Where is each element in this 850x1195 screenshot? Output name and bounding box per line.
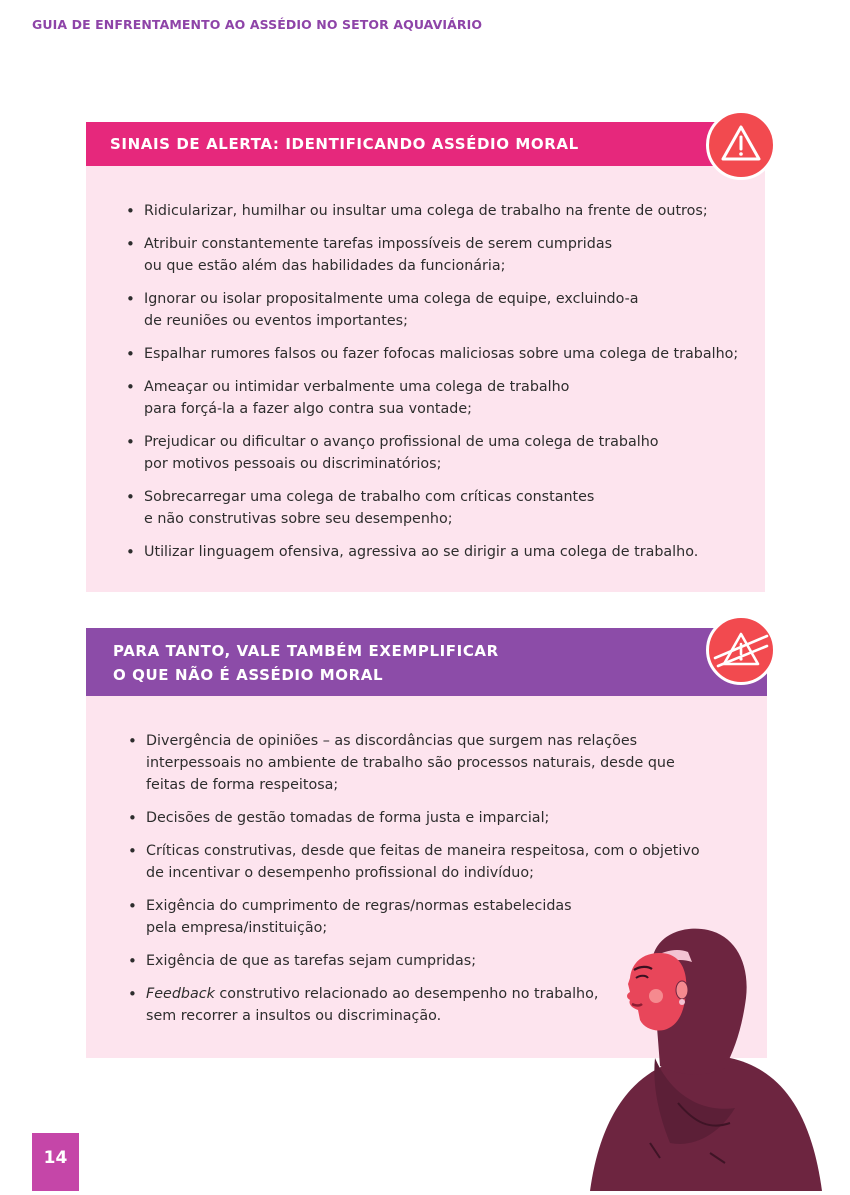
list-item	[126, 486, 756, 530]
list-item-line: • Atribuir constantemente tarefas impossíveis de serem cumpridas	[144, 236, 613, 252]
list-item-line: • Decisões de gestão tomadas de forma justa e imparcial;	[146, 810, 550, 826]
page-number: 14	[32, 1133, 79, 1191]
list-item	[126, 376, 756, 420]
warning-triangle-icon	[706, 110, 776, 180]
list-item-line: para forçá-la a fazer algo contra sua vontade;	[144, 401, 472, 417]
list-item-line: • Exigência do cumprimento de regras/normas estabelecidas	[146, 898, 572, 914]
running-header: GUIA DE ENFRENTAMENTO AO ASSÉDIO NO SETOR AQUAVIÁRIO	[32, 17, 483, 32]
list-item-line: • Divergência de opiniões – as discordâncias que surgem nas relações	[146, 733, 638, 749]
list-item	[126, 233, 756, 277]
emphasis-term: Feedback	[146, 986, 215, 1002]
list-item-line: • Prejudicar ou dificultar o avanço profissional de uma colega de trabalho	[144, 434, 659, 450]
warning-signs-list	[126, 200, 756, 574]
crossed-warning-icon	[706, 615, 776, 685]
list-item	[126, 200, 756, 222]
list-item-line: de incentivar o desempenho profissional do indivíduo;	[146, 865, 534, 881]
list-item-line: • Ignorar ou isolar propositalmente uma colega de equipe, excluindo-a	[144, 291, 639, 307]
list-item-line: ou que estão além das habilidades da funcionária;	[144, 258, 506, 274]
list-item	[128, 730, 688, 796]
list-item-line: • Ameaçar ou intimidar verbalmente uma colega de trabalho	[144, 379, 570, 395]
not-harassment-title-line2: O QUE NÃO É ASSÉDIO MORAL	[113, 666, 384, 684]
list-item-line: sem recorrer a insultos ou discriminação.	[146, 1008, 442, 1024]
list-item	[128, 840, 700, 884]
not-harassment-title-line1: PARA TANTO, VALE TAMBÉM EXEMPLIFICAR	[113, 642, 499, 660]
list-item-line: • Espalhar rumores falsos ou fazer fofocas maliciosas sobre uma colega de trabalho;	[144, 346, 739, 362]
warning-signs-title: SINAIS DE ALERTA: IDENTIFICANDO ASSÉDIO MORAL	[110, 135, 579, 153]
not-harassment-header	[86, 628, 767, 696]
warning-signs-header	[86, 122, 765, 166]
list-item-line: pela empresa/instituição;	[146, 920, 328, 936]
list-item	[126, 431, 756, 475]
list-item-line: por motivos pessoais ou discriminatórios;	[144, 456, 442, 472]
list-item-line: • Exigência de que as tarefas sejam cumpridas;	[146, 953, 477, 969]
list-item-line: feitas de forma respeitosa;	[146, 777, 339, 793]
woman-in-hijab-illustration	[560, 918, 850, 1191]
list-item	[128, 807, 688, 829]
list-item	[126, 541, 756, 563]
list-item-line: de reuniões ou eventos importantes;	[144, 313, 408, 329]
warning-signs-card	[86, 122, 765, 592]
list-item-line: • Feedback construtivo relacionado ao desempenho no trabalho,	[146, 986, 599, 1002]
list-item-line: • Sobrecarregar uma colega de trabalho com críticas constantes	[144, 489, 595, 505]
list-item-line: interpessoais no ambiente de trabalho são processos naturais, desde que	[146, 755, 675, 771]
list-item-line: e não construtivas sobre seu desempenho;	[144, 511, 453, 527]
list-item-line: • Ridicularizar, humilhar ou insultar uma colega de trabalho na frente de outros;	[144, 203, 708, 219]
list-item-line: • Utilizar linguagem ofensiva, agressiva ao se dirigir a uma colega de trabalho.	[144, 544, 699, 560]
list-item-line: • Críticas construtivas, desde que feitas de maneira respeitosa, com o objetivo	[146, 843, 700, 859]
list-item	[126, 343, 756, 365]
list-item	[126, 288, 756, 332]
